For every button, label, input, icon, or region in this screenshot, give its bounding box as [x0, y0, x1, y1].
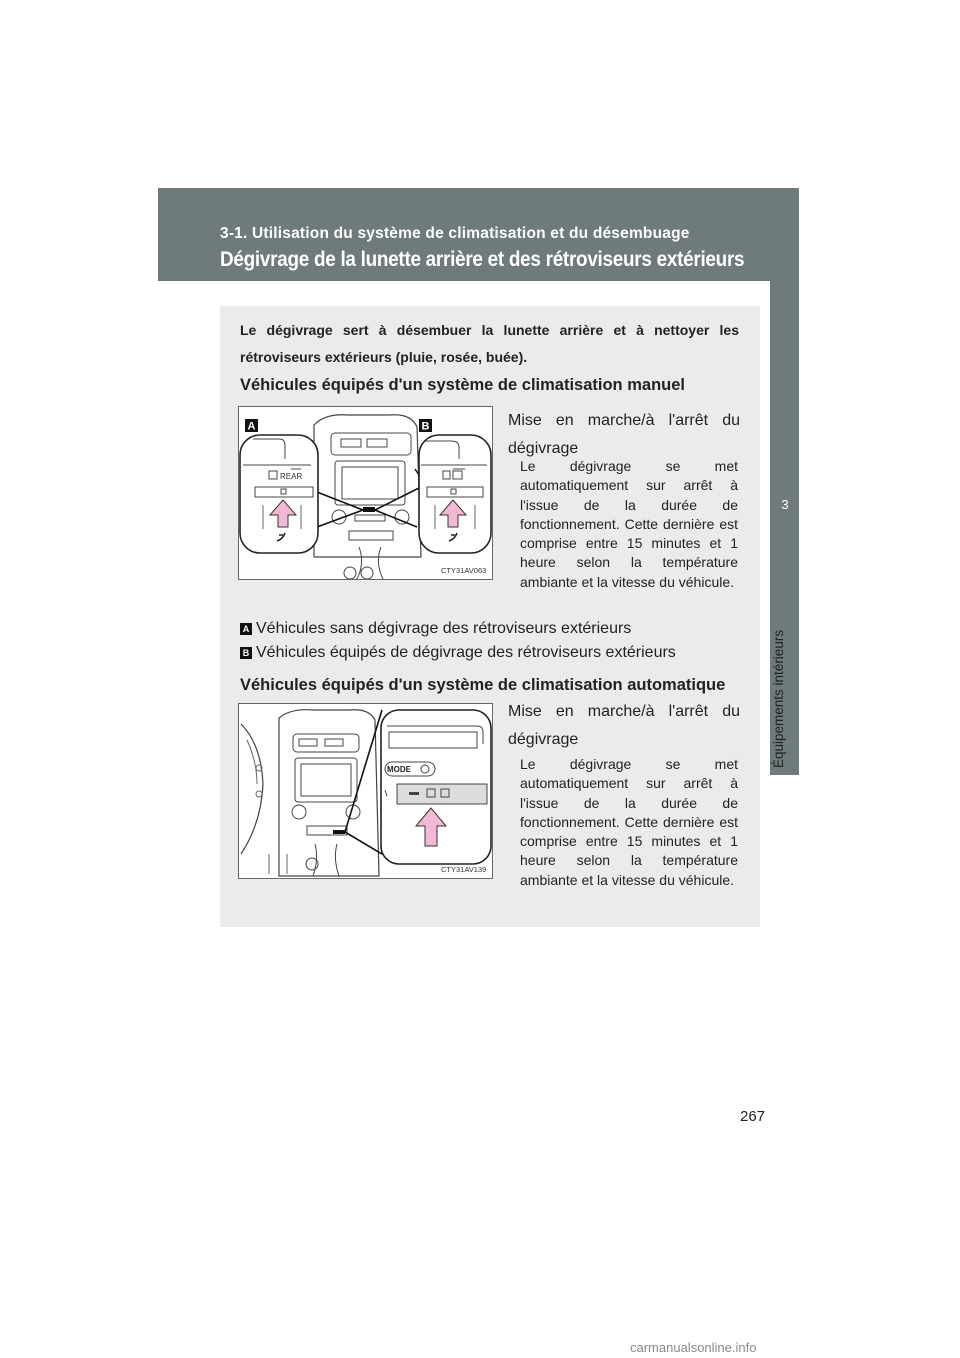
badge-a: A: [240, 623, 252, 635]
manual-heading: Véhicules équipés d'un système de climatisation manuel: [240, 376, 685, 394]
legend-text-a: Véhicules sans dégivrage des rétroviseurs extérieurs: [256, 620, 632, 637]
manual-figure: [238, 406, 493, 580]
chapter-label: Équipements intérieurs: [771, 629, 786, 768]
watermark: carmanualsonline.info: [630, 1340, 757, 1355]
manual-step-title: Mise en marche/à l'arrêt du dégivrage: [508, 412, 740, 457]
manual-step-text: Le dégivrage se met automatiquement sur arrêt à l'issue de la durée de fonctionnement. Cette dernière est comprise entre 15 minutes et 1 heure selon la température ambiante et la vitesse du véhicule.: [520, 458, 738, 590]
content-panel: [220, 306, 760, 927]
section-title: 3-1. Utilisation du système de climatisation et du désembuage: [220, 225, 690, 242]
page-title: Dégivrage de la lunette arrière et des rétroviseurs extérieurs: [220, 248, 745, 271]
legend-item-a: [240, 620, 631, 638]
automatic-figure: [238, 703, 493, 879]
badge-b: B: [240, 647, 252, 659]
automatic-heading: Véhicules équipés d'un système de climatisation automatique: [240, 676, 726, 694]
figure-code: CTY31AV139: [441, 865, 487, 874]
rear-label: REAR: [280, 472, 303, 481]
manual-illustration: [239, 407, 492, 579]
figure-code: CTY31AV063: [441, 566, 487, 575]
figure-label-b: B: [421, 420, 430, 433]
chapter-number: 3: [781, 497, 789, 512]
section-header: [158, 188, 799, 281]
automatic-illustration: [239, 704, 492, 878]
mode-label: MODE: [387, 765, 411, 774]
legend-item-b: [240, 644, 676, 662]
intro-text: Le dégivrage sert à désembuer la lunette arrière et à nettoyer les rétroviseurs extérieurs (pluie, rosée, buée).: [240, 322, 739, 365]
legend-text-b: Véhicules équipés de dégivrage des rétroviseurs extérieurs: [256, 644, 676, 661]
page-number: 267: [740, 1108, 766, 1125]
figure-label-a: A: [247, 420, 256, 433]
automatic-step-text: Le dégivrage se met automatiquement sur arrêt à l'issue de la durée de fonctionnement. Cette dernière est comprise entre 15 minutes et 1 heure selon la température ambiante et la vitesse du véhicule.: [520, 756, 738, 888]
automatic-step-title: Mise en marche/à l'arrêt du dégivrage: [508, 703, 740, 748]
